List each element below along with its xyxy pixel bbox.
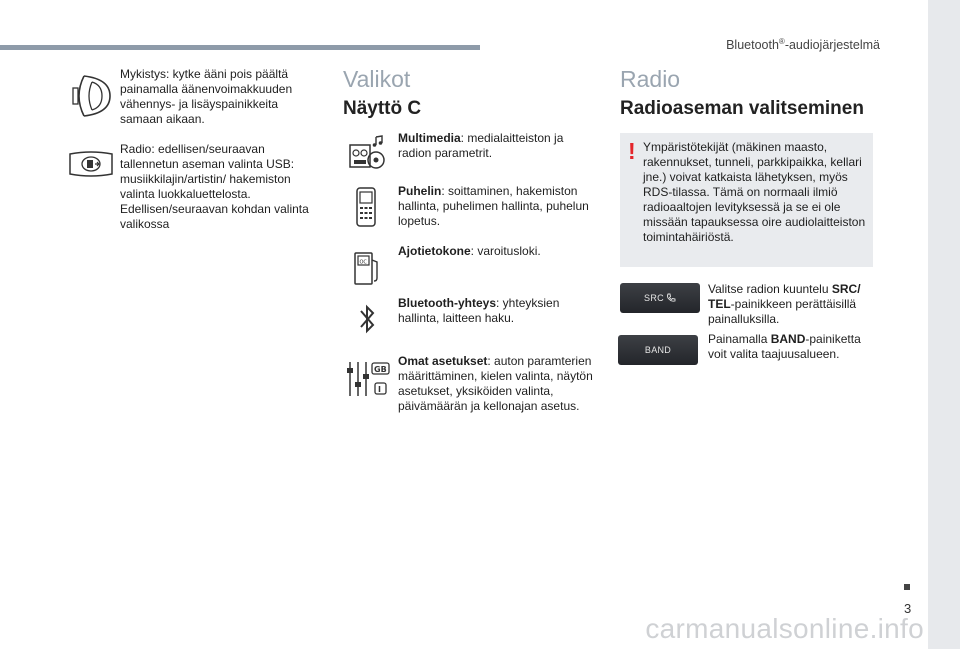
header-rule [0,45,480,50]
menu-item-omat-asetukset: Omat asetukset: auton paramterien määrittäminen, kielen valinta, näytön asetukset, yksiköiden valinta, päivämäärän ja kellonajan asetus. [398,354,593,413]
src-instruction: Valitse radion kuuntelu SRC/ TEL-painikkeen perättäisillä painalluksilla. [708,282,861,326]
menu-item-ajotietokone: Ajotietokone: varoitusloki. [398,244,541,258]
bluetooth-icon [358,302,376,336]
multimedia-icon [346,135,386,171]
menu-item-bluetooth-yhteys: Bluetooth-yhteys: yhteyksien hallinta, laitteen haku. [398,296,560,325]
page-number: 3 [904,601,912,616]
fuel-pump-trip-computer-icon [352,250,382,286]
settings-sliders-language-icon [345,360,391,398]
radio-control-description: Radio: edellisen/seuraavan tallennetun aseman valinta USB: musiikkilajin/artistin/ hakemiston valinta luokkaluettelosta. Edellisen/seuraavan kohdan valinta valikossa [120,142,309,231]
svg-text:OC: OC [359,259,367,266]
svg-text:I: I [378,385,381,394]
phone-icon [355,186,377,228]
page-header-title: Bluetooth®-audiojärjestelmä [726,37,880,53]
subtitle-nayttoC: Näyttö C [343,98,422,119]
subtitle-radioaseman-valitseminen: Radioaseman valitseminen [620,98,864,119]
mute-description: Mykistys: kytke ääni pois päältä painamalla äänenvoimakkuuden vähennys- ja lisäyspainikkeita samaan aikaan. [120,67,293,126]
steering-control-radio-icon [68,148,114,180]
band-instruction: Painamalla BAND-painiketta voit valita taajuusalueen. [708,332,861,361]
warning-exclamation-icon: ! [628,138,636,164]
band-button: BAND [618,335,698,365]
phone-handset-icon [666,293,676,303]
side-strip [928,0,960,649]
steering-control-mute-icon [70,73,114,119]
menu-item-puhelin: Puhelin: soittaminen, hakemiston hallinta, puhelimen hallinta, puhelun lopetus. [398,184,589,228]
watermark: carmanualsonline.info [645,613,924,644]
src-tel-button: SRC [620,283,700,313]
warning-text: Ympäristötekijät (mäkinen maasto, rakennukset, tunneli, parkkipaikka, kellari jne.) voivat katkaista lähetyksen, myös RDS-tilassa. Tämä on normaali ilmiö radioaaltojen levityksessä ja se ei ole missään tapauksessa oire audiolaitteiston toimintahäiriöstä. [643,140,866,244]
end-marker [904,584,910,590]
menu-item-multimedia: Multimedia: medialaitteiston ja radion parametrit. [398,131,564,160]
section-title-valikot: Valikot [343,66,411,92]
svg-text:GB: GB [374,365,387,374]
section-title-radio: Radio [620,66,681,92]
